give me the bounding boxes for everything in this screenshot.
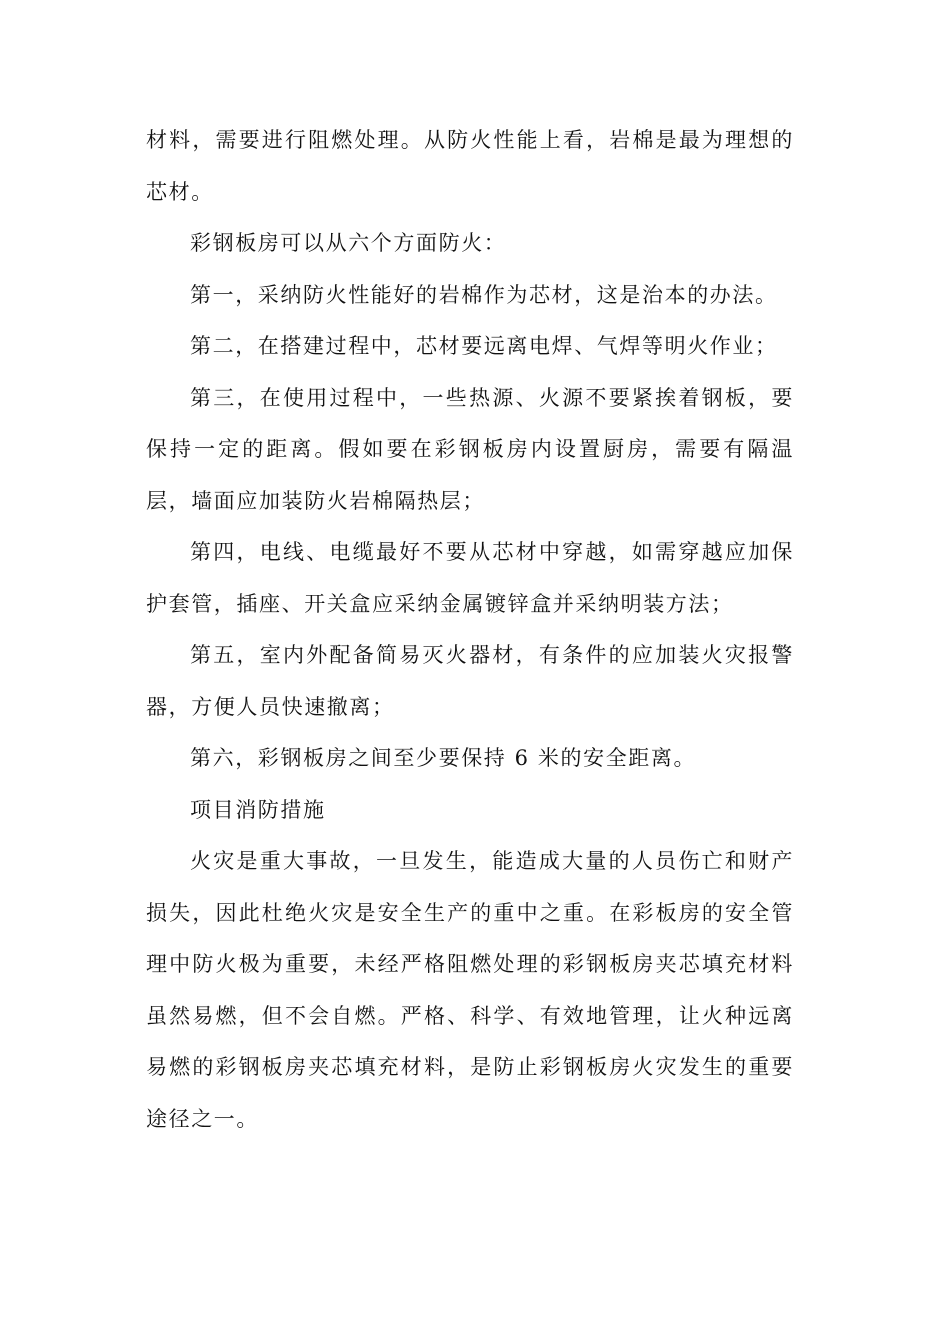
paragraph-point-3: 第三，在使用过程中，一些热源、火源不要紧挨着钢板，要保持一定的距离。假如要在彩钢板房内设置厨房，需要有隔温层，墙面应加装防火岩棉隔热层；: [146, 385, 794, 513]
paragraph-fire-measures-body: 火灾是重大事故，一旦发生，能造成大量的人员伤亡和财产损失，因此杜绝火灾是安全生产的重中之重。在彩板房的安全管理中防火极为重要，未经严格阻燃处理的彩钢板房夹芯填充材料虽然易燃，但不会自燃。严格、科学、有效地管理，让火种远离易燃的彩钢板房夹芯填充材料，是防止彩钢板房火灾发生的重要途径之一。: [146, 849, 794, 1131]
paragraph-point-1: 第一，采纳防火性能好的岩棉作为芯材，这是治本的办法。: [190, 282, 778, 307]
section-heading-fire-measures: 项目消防措施: [190, 797, 326, 822]
paragraph-fire-aspects-intro: 彩钢板房可以从六个方面防火：: [190, 231, 507, 255]
paragraph-point-2: 第二，在搭建过程中，芯材要远离电焊、气焊等明火作业；: [190, 334, 778, 358]
paragraph-point-5: 第五，室内外配备简易灭火器材，有条件的应加装火灾报警器，方便人员快速撤离；: [146, 643, 794, 719]
document-body: [146, 115, 794, 1145]
paragraph-continuation: 材料，需要进行阻燃处理。从防火性能上看，岩棉是最为理想的芯材。: [146, 128, 794, 204]
paragraph-point-6: 第六，彩钢板房之间至少要保持 6 米的安全距离。: [190, 746, 697, 770]
paragraph-point-4: 第四，电线、电缆最好不要从芯材中穿越，如需穿越应加保护套管，插座、开关盒应采纳金属镀锌盒并采纳明装方法；: [146, 540, 794, 616]
